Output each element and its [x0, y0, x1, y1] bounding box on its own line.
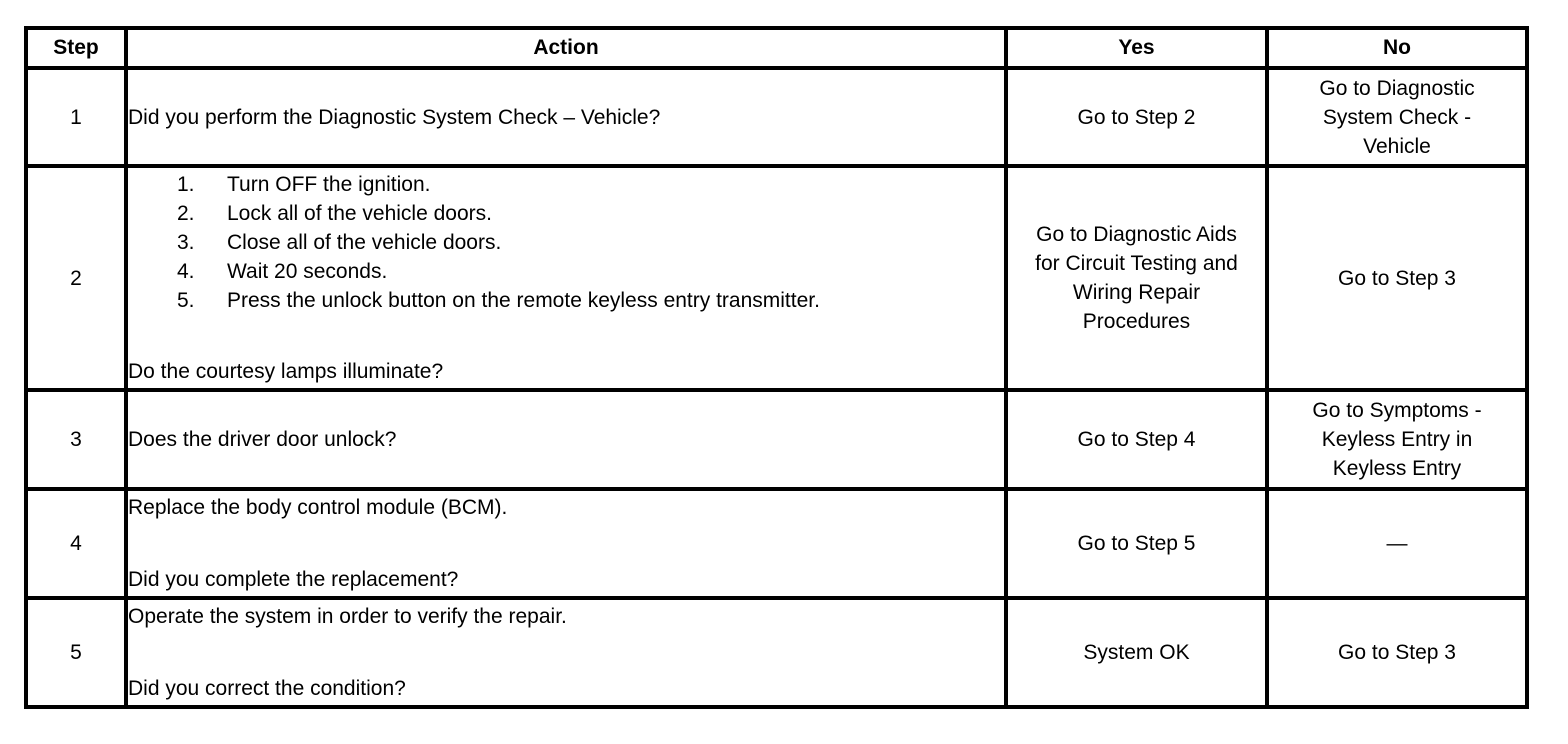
action-question: Do the courtesy lamps illuminate? — [128, 360, 444, 383]
no-cell: Go to Diagnostic System Check - Vehicle — [1267, 68, 1527, 166]
list-item — [177, 257, 1004, 286]
diagnostic-table — [24, 26, 1529, 709]
no-cell: Go to Step 3 — [1267, 166, 1527, 390]
no-cell: — — [1267, 489, 1527, 598]
list-item — [177, 228, 1004, 257]
action-text: Did you perform the Diagnostic System Check – Vehicle? — [128, 105, 661, 129]
substep-text: Wait 20 seconds. — [227, 260, 388, 283]
action-cell — [126, 390, 1006, 489]
step-number: 5 — [26, 598, 126, 707]
no-cell: Go to Symptoms - Keyless Entry in Keyless Entry — [1267, 390, 1527, 489]
substep-text: Turn OFF the ignition. — [227, 173, 431, 196]
step-number: 3 — [26, 390, 126, 489]
substep-number: 3. — [177, 231, 195, 254]
substep-number: 5. — [177, 289, 195, 312]
table-row — [26, 390, 1527, 489]
header-step: Step — [26, 28, 126, 68]
substep-list — [128, 170, 1004, 315]
action-cell — [126, 489, 1006, 598]
table-row — [26, 68, 1527, 166]
list-item — [177, 170, 1004, 199]
substep-text: Lock all of the vehicle doors. — [227, 202, 492, 225]
action-cell — [126, 166, 1006, 390]
list-item — [177, 199, 1004, 228]
action-cell — [126, 598, 1006, 707]
table-row — [26, 489, 1527, 598]
action-question: Did you complete the replacement? — [128, 568, 459, 591]
yes-cell: Go to Step 2 — [1006, 68, 1267, 166]
substep-number: 2. — [177, 202, 195, 225]
action-text: Operate the system in order to verify the repair. — [128, 605, 567, 628]
step-number: 4 — [26, 489, 126, 598]
substep-text: Close all of the vehicle doors. — [227, 231, 502, 254]
yes-cell: Go to Step 4 — [1006, 390, 1267, 489]
action-cell — [126, 68, 1006, 166]
table-row — [26, 598, 1527, 707]
no-cell: Go to Step 3 — [1267, 598, 1527, 707]
header-yes: Yes — [1006, 28, 1267, 68]
yes-cell: Go to Step 5 — [1006, 489, 1267, 598]
list-item — [177, 286, 1004, 315]
action-question: Did you correct the condition? — [128, 677, 406, 700]
substep-text: Press the unlock button on the remote keyless entry transmitter. — [227, 289, 820, 312]
step-number: 2 — [26, 166, 126, 390]
step-number: 1 — [26, 68, 126, 166]
yes-cell: Go to Diagnostic Aids for Circuit Testing and Wiring Repair Procedures — [1006, 166, 1267, 390]
substep-number: 4. — [177, 260, 195, 283]
action-text: Replace the body control module (BCM). — [128, 496, 508, 519]
action-text: Does the driver door unlock? — [128, 428, 397, 451]
header-row — [26, 28, 1527, 68]
yes-cell: System OK — [1006, 598, 1267, 707]
header-no: No — [1267, 28, 1527, 68]
substep-number: 1. — [177, 173, 195, 196]
header-action: Action — [126, 28, 1006, 68]
table-row — [26, 166, 1527, 390]
